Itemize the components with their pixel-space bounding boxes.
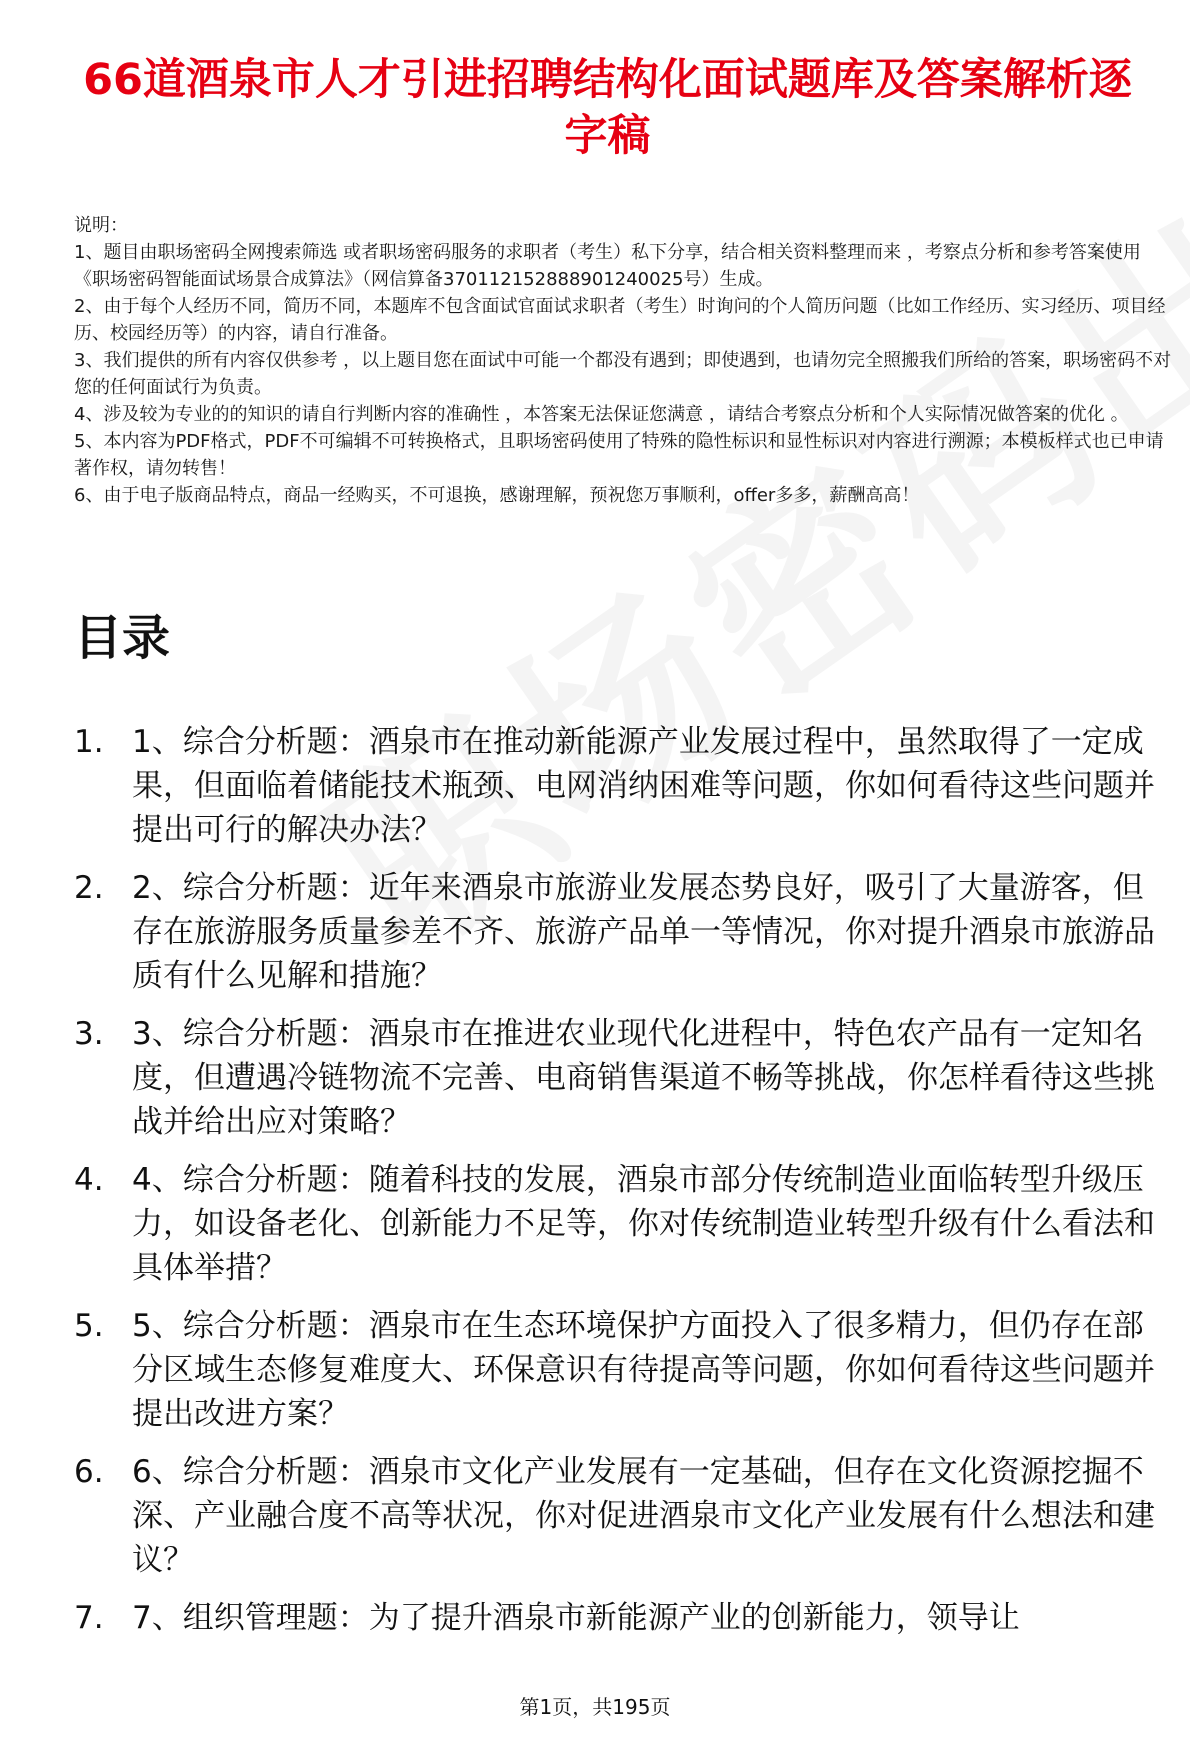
instruction-item: 5、本内容为PDF格式，PDF不可编辑不可转换格式，且职场密码使用了特殊的隐性标识和显性标识对内容进行溯源；本模板样式也已申请著作权，请勿转售！ xyxy=(74,431,1164,479)
toc-item[interactable] xyxy=(74,866,1174,998)
toc-item-text: 1、综合分析题：酒泉市在推动新能源产业发展过程中，虽然取得了一定成果，但面临着储能技术瓶颈、电网消纳困难等问题，你如何看待这些问题并提出可行的解决办法？ xyxy=(132,724,1155,848)
toc-item-text: 5、综合分析题：酒泉市在生态环境保护方面投入了很多精力，但仍存在部分区域生态修复难度大、环保意识有待提高等问题，你如何看待这些问题并提出改进方案？ xyxy=(132,1308,1155,1432)
toc-item-text: 7、组织管理题：为了提升酒泉市新能源产业的创新能力，领导让 xyxy=(132,1600,1020,1636)
toc-item-number: 5. xyxy=(74,1308,104,1344)
toc-item[interactable] xyxy=(74,1596,1174,1640)
toc-item-text: 6、综合分析题：酒泉市文化产业发展有一定基础，但存在文化资源挖掘不深、产业融合度不高等状况，你对促进酒泉市文化产业发展有什么想法和建议？ xyxy=(132,1454,1155,1578)
instruction-item: 2、由于每个人经历不同，简历不同，本题库不包含面试官面试求职者（考生）时询问的个人简历问题（比如工作经历、实习经历、项目经历、校园经历等）的内容，请自行准备。 xyxy=(74,296,1166,344)
instructions-block xyxy=(74,212,1174,509)
toc-item-number: 7. xyxy=(74,1600,104,1636)
toc-item-number: 4. xyxy=(74,1162,104,1198)
toc-item[interactable] xyxy=(74,1158,1174,1290)
toc-item-text: 2、综合分析题：近年来酒泉市旅游业发展态势良好，吸引了大量游客，但存在旅游服务质量参差不齐、旅游产品单一等情况，你对提升酒泉市旅游品质有什么见解和措施？ xyxy=(132,870,1155,994)
page-number: 第1页，共195页 xyxy=(519,1695,671,1719)
toc-item-text: 4、综合分析题：随着科技的发展，酒泉市部分传统制造业面临转型升级压力，如设备老化、创新能力不足等，你对传统制造业转型升级有什么看法和具体举措？ xyxy=(132,1162,1155,1286)
document-title: 66道酒泉市人才引进招聘结构化面试题库及答案解析逐字稿 xyxy=(83,55,1132,161)
instruction-item: 3、我们提供的所有内容仅供参考 ，以上题目您在面试中可能一个都没有遇到；即使遇到，也请勿完全照搬我们所给的答案，职场密码不对您的任何面试行为负责。 xyxy=(74,350,1172,398)
instruction-item: 6、由于电子版商品特点，商品一经购买，不可退换，感谢理解，预祝您万事顺利，offer多多，薪酬高高！ xyxy=(74,485,920,506)
instruction-item: 4、涉及较为专业的的知识的请自行判断内容的准确性 ，本答案无法保证您满意 ，请结合考察点分析和个人实际情况做答案的优化 。 xyxy=(74,404,1129,425)
toc-item[interactable] xyxy=(74,1450,1174,1582)
toc-item-text: 3、综合分析题：酒泉市在推进农业现代化进程中，特色农产品有一定知名度，但遭遇冷链物流不完善、电商销售渠道不畅等挑战，你怎样看待这些挑战并给出应对策略？ xyxy=(132,1016,1155,1140)
toc-heading: 目录 xyxy=(74,610,171,666)
toc-item[interactable] xyxy=(74,1012,1174,1144)
toc-item-number: 2. xyxy=(74,870,104,906)
toc-item-number: 6. xyxy=(74,1454,104,1490)
instructions-heading: 说明： xyxy=(74,215,128,236)
toc-item[interactable] xyxy=(74,720,1174,852)
toc-item-number: 3. xyxy=(74,1016,104,1052)
toc-list xyxy=(74,720,1174,1654)
toc-item-number: 1. xyxy=(74,724,104,760)
instruction-item: 1、题目由职场密码全网搜索筛选 或者职场密码服务的求职者（考生）私下分享，结合相关资料整理而来 ，考察点分析和参考答案使用《职场密码智能面试场景合成算法》（网信算备370112152888901240025号）生成。 xyxy=(74,242,1141,290)
toc-item[interactable] xyxy=(74,1304,1174,1436)
